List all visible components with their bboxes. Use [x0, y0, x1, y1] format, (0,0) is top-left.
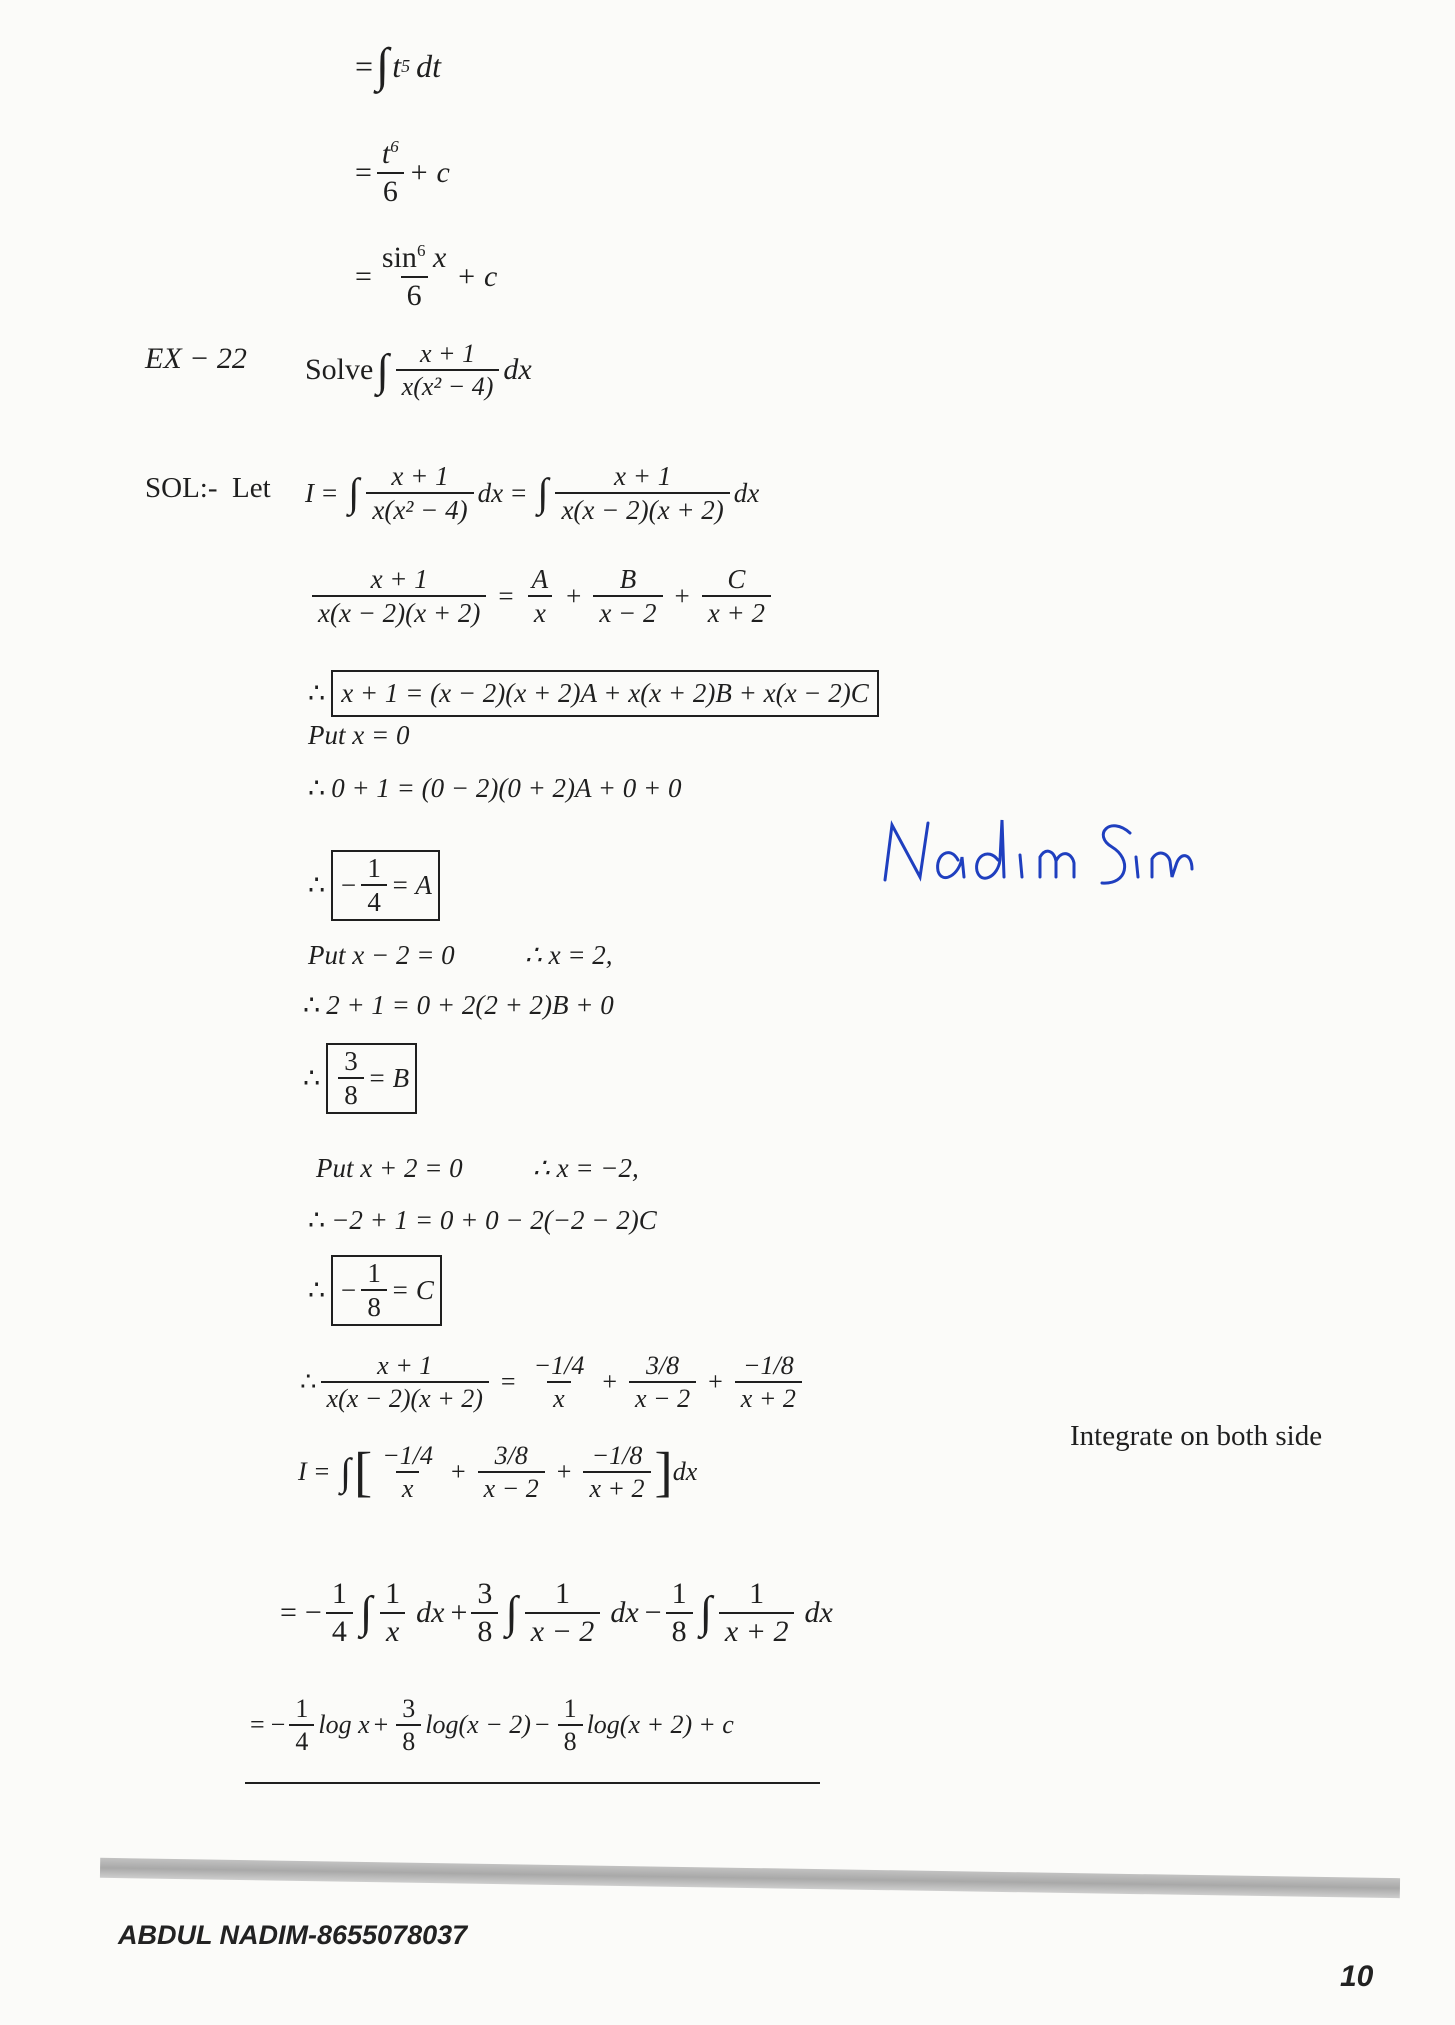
eq-sign: = — [355, 47, 374, 84]
footer-author: ABDUL NADIM-8655078037 — [118, 1920, 468, 1950]
rhs: = B — [367, 1062, 410, 1093]
right-bracket: ] — [654, 1441, 673, 1502]
integral-sign: ∫ — [505, 1587, 518, 1637]
frac-den: x(x − 2)(x + 2) — [555, 492, 729, 524]
fraction — [558, 1695, 583, 1756]
frac-den: x + 2 — [583, 1471, 650, 1502]
result-A-box — [331, 850, 440, 921]
sub-x-minus-2 — [308, 1205, 657, 1236]
minus-sign: − — [534, 1710, 550, 1740]
eq-sign: = — [322, 477, 338, 508]
step-t6-over-6 — [355, 138, 450, 207]
fraction — [321, 1352, 489, 1413]
frac-den: 6 — [401, 276, 428, 312]
identity-box: x + 1 = (x − 2)(x + 2)A + x(x + 2)B + x(x − 2)C — [331, 670, 879, 717]
sub-x-0 — [308, 773, 681, 804]
fraction — [312, 565, 486, 628]
frac-den: x — [528, 595, 552, 627]
frac-den: x − 2 — [593, 595, 662, 627]
frac-den: x(x² − 4) — [366, 492, 473, 524]
fraction — [735, 1352, 802, 1413]
frac-num: x + 1 — [370, 564, 428, 594]
frac-num: 1 — [367, 1258, 381, 1288]
minus-sign: − — [304, 1595, 322, 1629]
integral-sign: ∫ — [376, 39, 390, 92]
dx-text: dx — [672, 1457, 698, 1487]
substitution: −2 + 1 = 0 + 0 − 2(−2 − 2)C — [331, 1205, 657, 1235]
dt-text: dt — [416, 47, 441, 84]
fraction — [478, 1442, 545, 1503]
fraction — [376, 138, 405, 207]
eq-sign: = — [355, 259, 372, 293]
frac-num: A — [531, 564, 549, 594]
fraction — [702, 565, 771, 628]
integral-sign: ∫ — [699, 1587, 712, 1637]
integral-sign: ∫ — [340, 1450, 352, 1494]
minus-sign: − — [270, 1710, 286, 1740]
rhs: = C — [390, 1274, 434, 1305]
step-integral-t5 — [355, 39, 441, 92]
frac-num: 3 — [477, 1577, 493, 1610]
frac-num: −1/8 — [742, 1351, 794, 1380]
dx-text: dx — [416, 1595, 445, 1629]
fraction — [338, 1047, 364, 1110]
var-x: x — [432, 241, 447, 274]
frac-num: 3/8 — [645, 1351, 680, 1380]
minus-sign: − — [644, 1595, 662, 1629]
plus-sign: + — [566, 580, 582, 611]
fraction — [326, 1578, 353, 1647]
therefore-sign: ∴ — [308, 1274, 326, 1305]
frac-den: x − 2 — [629, 1381, 696, 1412]
frac-num: −1/8 — [591, 1441, 643, 1470]
frac-num: x + 1 — [420, 339, 476, 368]
example-label: EX − 22 — [145, 342, 247, 375]
frac-num: 3 — [344, 1046, 358, 1076]
fraction — [361, 854, 387, 917]
therefore-sign: ∴ — [308, 1205, 326, 1235]
integrand-t: t — [392, 47, 402, 84]
dx-text: dx — [610, 1595, 639, 1629]
frac-num: 1 — [295, 1694, 309, 1723]
rhs: = A — [390, 869, 432, 900]
frac-den: x + 2 — [735, 1381, 802, 1412]
dx-text: dx — [503, 353, 532, 387]
sin-text: sin — [381, 241, 417, 274]
final-partial-fraction — [300, 1352, 806, 1413]
therefore-sign: ∴ — [303, 990, 321, 1020]
log-term: log(x + 2) — [586, 1710, 693, 1740]
I-var: I — [305, 477, 314, 508]
frac-num: 1 — [367, 853, 381, 883]
frac-den: x — [547, 1381, 571, 1412]
side-note: Integrate on both side — [1070, 1420, 1323, 1452]
fraction — [526, 565, 555, 628]
fraction: $\frac{1}{x}$ — [379, 1578, 406, 1647]
eq-sign: = — [511, 477, 527, 508]
put-text: Put x + 2 = 0 — [316, 1153, 463, 1183]
exponent: 5 — [401, 55, 411, 76]
frac-num: 1 — [331, 1577, 347, 1610]
put-text: Put x − 2 = 0 — [308, 940, 455, 970]
sol-text: SOL:- — [145, 472, 218, 504]
dx-text: dx — [733, 477, 760, 508]
frac-num: 1 — [563, 1694, 577, 1723]
put-x-plus-2 — [316, 1153, 639, 1184]
fraction — [396, 340, 500, 401]
frac-den: 8 — [361, 1289, 387, 1321]
plus-sign: + — [556, 1457, 572, 1487]
eq-sign: = — [250, 1710, 265, 1740]
frac-den: 8 — [338, 1077, 364, 1109]
frac-den: x(x − 2)(x + 2) — [312, 595, 486, 627]
frac-num: x + 1 — [377, 1351, 433, 1380]
eq-sign: = — [355, 155, 372, 189]
fraction: $\frac{1}{x - 2}$ — [525, 1578, 601, 1647]
fraction — [366, 462, 473, 525]
result-B-box — [326, 1043, 417, 1114]
frac-den: 4 — [361, 884, 387, 916]
frac-den: 8 — [666, 1612, 693, 1648]
exponent: 6 — [416, 241, 426, 260]
therefore-sign: ∴ — [300, 1367, 317, 1397]
fraction — [583, 1442, 650, 1503]
frac-num: t — [381, 137, 391, 170]
exponent: 6 — [390, 137, 399, 156]
plus-sign: + — [451, 1457, 466, 1487]
put-result: ∴ x = −2, — [532, 1153, 639, 1183]
plus-sign: + — [674, 580, 690, 611]
integral-bracket — [298, 1442, 697, 1503]
frac-den: x + 2 — [719, 1612, 795, 1648]
page-number: 10 — [1340, 1960, 1374, 1993]
frac-den: x(x² − 4) — [396, 369, 500, 400]
sol-let-integral — [305, 462, 759, 525]
integral-sign: ∫ — [537, 470, 549, 516]
step-sin6-over-6 — [355, 242, 497, 311]
frac-den: 8 — [396, 1724, 421, 1755]
frac-num: −1/4 — [533, 1351, 585, 1380]
constant: + c — [698, 1710, 734, 1740]
frac-den: 6 — [377, 172, 404, 208]
identity-row — [308, 670, 879, 717]
therefore-sign: ∴ — [308, 869, 326, 900]
frac-den: x − 2 — [525, 1612, 601, 1648]
frac-den: x − 2 — [478, 1471, 545, 1502]
frac-num: 3 — [402, 1694, 416, 1723]
fraction — [376, 1442, 439, 1503]
result-C — [308, 1255, 442, 1326]
therefore-sign: ∴ — [308, 678, 326, 708]
frac-den: x + 2 — [702, 595, 771, 627]
put-result: ∴ x = 2, — [524, 940, 613, 970]
fraction — [593, 565, 662, 628]
eq-sign: = — [500, 1367, 516, 1397]
plus-sign: + — [450, 1595, 468, 1629]
fraction — [666, 1578, 693, 1647]
integral-sign: ∫ — [376, 344, 389, 395]
frac-den: x(x − 2)(x + 2) — [321, 1381, 489, 1412]
frac-num: x + 1 — [391, 461, 449, 491]
let-word: Let — [232, 472, 271, 504]
result-C-box — [331, 1255, 442, 1326]
substitution: 2 + 1 = 0 + 2(2 + 2)B + 0 — [326, 990, 614, 1020]
example-question — [305, 340, 532, 401]
eq-sign: = — [498, 580, 514, 611]
left-bracket: [ — [354, 1441, 373, 1502]
minus-sign: − — [339, 1274, 358, 1305]
put-x-0: Put x = 0 — [308, 720, 410, 750]
eq-sign: = — [314, 1457, 330, 1487]
fraction — [289, 1695, 314, 1756]
frac-den: 8 — [558, 1724, 583, 1755]
put-x-minus-2 — [308, 940, 613, 971]
minus-sign: − — [339, 869, 358, 900]
plus-c: + c — [456, 259, 498, 293]
frac-num: −1/4 — [382, 1441, 433, 1470]
sub-x-2 — [303, 990, 614, 1021]
fraction — [361, 1259, 387, 1322]
eq-sign: = — [280, 1595, 297, 1629]
I-var: I — [298, 1457, 307, 1487]
frac-den: 4 — [289, 1724, 314, 1755]
plus-sign: + — [373, 1710, 389, 1740]
fraction — [555, 462, 729, 525]
answer-underline — [245, 1782, 820, 1784]
fraction — [376, 242, 452, 311]
plus-c: + c — [408, 155, 450, 189]
dx-text: dx — [804, 1595, 833, 1629]
sol-label — [145, 472, 271, 505]
fraction — [528, 1352, 591, 1413]
log-term: log x — [318, 1710, 370, 1740]
frac-num: 3/8 — [494, 1441, 528, 1470]
integral-sign: ∫ — [348, 470, 360, 516]
plus-sign: + — [708, 1367, 723, 1397]
frac-num: 1 — [671, 1577, 687, 1610]
final-answer — [250, 1695, 734, 1756]
therefore-sign: ∴ — [308, 773, 326, 803]
frac-den: x — [380, 1612, 405, 1648]
handwritten-signature — [880, 805, 1220, 900]
frac-den: 8 — [471, 1612, 498, 1648]
substitution: 0 + 1 = (0 − 2)(0 + 2)A + 0 + 0 — [331, 773, 682, 803]
result-B — [303, 1043, 417, 1114]
frac-num: x + 1 — [614, 461, 672, 491]
split-integrals — [280, 1578, 839, 1647]
frac-den: x — [396, 1471, 420, 1502]
frac-num: C — [727, 564, 746, 594]
scan-divider — [100, 1858, 1400, 1898]
dx-text: dx — [477, 477, 504, 508]
frac-num: B — [619, 564, 637, 594]
therefore-sign: ∴ — [303, 1062, 321, 1093]
integral-sign: ∫ — [359, 1587, 373, 1637]
fraction — [471, 1578, 498, 1647]
partial-fraction-setup — [308, 565, 775, 628]
fraction — [629, 1352, 696, 1413]
result-A — [308, 850, 440, 921]
plus-sign: + — [602, 1367, 618, 1397]
fraction — [396, 1695, 421, 1756]
frac-den: 4 — [326, 1612, 353, 1648]
fraction: $\frac{1}{x + 2}$ — [719, 1578, 795, 1647]
solve-word: Solve — [305, 353, 374, 387]
log-term: log(x − 2) — [425, 1710, 531, 1740]
signature-graphic — [880, 805, 1220, 895]
